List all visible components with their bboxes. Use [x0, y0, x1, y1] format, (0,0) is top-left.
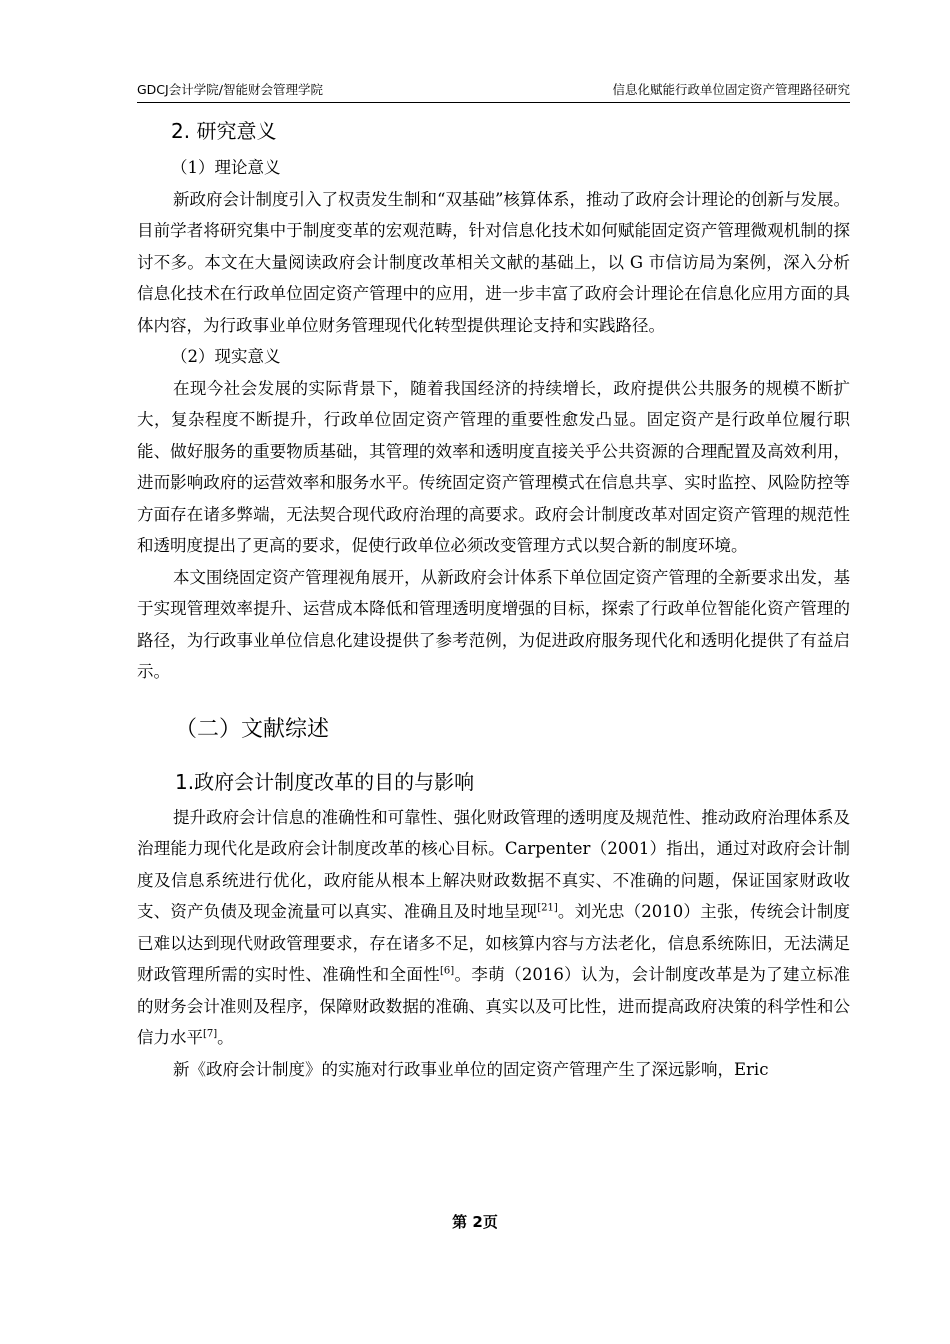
- header-school: GDCJ会计学院/智能财会管理学院: [137, 82, 323, 97]
- text-segment: 。: [217, 1028, 234, 1047]
- paragraph-practice-2: 本文围绕固定资产管理视角展开，从新政府会计体系下单位固定资产管理的全新要求出发，基于实现管理效率提升、运营成本降低和管理透明度增强的目标，探索了行政单位智能化资产管理的路径，为行政事业单位信息化建设提供了参考范例，为促进政府服务现代化和透明化提供了有益启示。: [137, 567, 850, 681]
- text-segment: 。李萌（2016）认为，会计制度改革是为了建立标准的财务会计准则及程序，保障财政数据的准确、真实以及可比性，进而提高政府决策的科学性和公信力水平: [137, 965, 850, 1047]
- heading-research-significance: 2. 研究意义: [171, 119, 277, 143]
- citation-ref: [7]: [203, 1028, 218, 1040]
- subheading-theory: （1）理论意义: [171, 158, 281, 177]
- text-segment: 。刘光忠（2010）主张，传统会计制度已难以达到现代财政管理要求，存在诸多不足，如核算内容与方法老化，信息系统陈旧，无法满足财政管理所需的实时性、准确性和全面性: [137, 902, 850, 984]
- paragraph-theory: 新政府会计制度引入了权责发生制和“双基础”核算体系，推动了政府会计理论的创新与发展。目前学者将研究集中于制度变革的宏观范畴，针对信息化技术如何赋能固定资产管理微观机制的探讨不多。本文在大量阅读政府会计制度改革相关文献的基础上，以 G 市信访局为案例，深入分析信息化技术在行政单位固定资产管理中的应用，进一步丰富了政府会计理论在信息化应用方面的具体内容，为行政事业单位财务管理现代化转型提供理论支持和实践路径。: [137, 189, 850, 335]
- paragraph-literature-2: 新《政府会计制度》的实施对行政事业单位的固定资产管理产生了深远影响，Eric: [173, 1059, 769, 1079]
- citation-ref: [6]: [440, 965, 455, 977]
- heading-reform-purpose: 1.政府会计制度改革的目的与影响: [175, 769, 475, 794]
- page-body: [137, 110, 850, 1085]
- paragraph-literature-1: [137, 802, 850, 1054]
- heading-literature-review: （二）文献综述: [175, 716, 330, 742]
- page-header: [137, 78, 850, 103]
- subheading-practice: （2）现实意义: [171, 347, 281, 366]
- citation-ref: [21]: [537, 902, 558, 914]
- page-number: 第 2页: [452, 1213, 498, 1231]
- header-thesis-title: 信息化赋能行政单位固定资产管理路径研究: [612, 82, 850, 97]
- paragraph-practice-1: 在现今社会发展的实际背景下，随着我国经济的持续增长，政府提供公共服务的规模不断扩大，复杂程度不断提升，行政单位固定资产管理的重要性愈发凸显。固定资产是行政单位履行职能、做好服务的重要物质基础，其管理的效率和透明度直接关乎公共资源的合理配置及高效利用，进而影响政府的运营效率和服务水平。传统固定资产管理模式在信息共享、实时监控、风险防控等方面存在诸多弊端，无法契合现代政府治理的高要求。政府会计制度改革对固定资产管理的规范性和透明度提出了更高的要求，促使行政单位必须改变管理方式以契合新的制度环境。: [137, 378, 850, 555]
- text-segment: 提升政府会计信息的准确性和可靠性、强化财政管理的透明度及规范性、推动政府治理体系及治理能力现代化是政府会计制度改革的核心目标。Carpenter（2001）指出，通过对政府会计制度及信息系统进行优化，政府能从根本上解决财政数据不真实、不准确的问题，保证国家财政收支、资产负债及现金流量可以真实、准确且及时地呈现: [137, 807, 850, 921]
